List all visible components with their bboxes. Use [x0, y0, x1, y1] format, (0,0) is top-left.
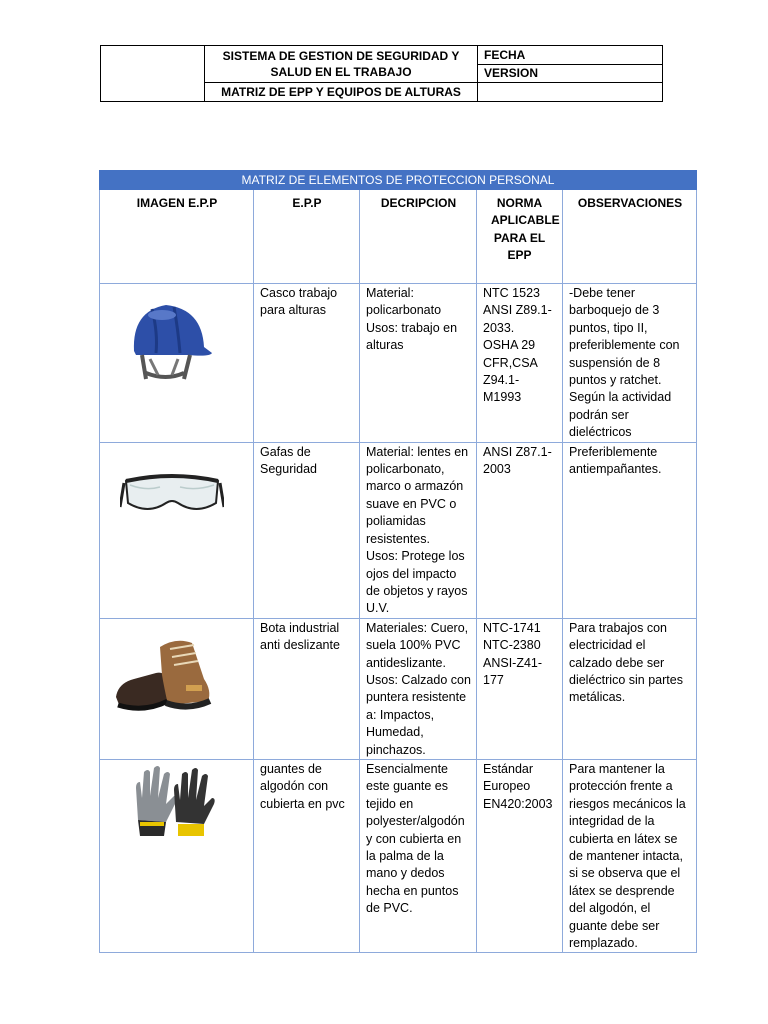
- logo-cell: [101, 46, 205, 102]
- observaciones: -Debe tener barboquejo de 3 puntos, tipo II, preferiblemente con suspensión de 8 puntos y ratchet. Según la actividad podrán ser dieléctricos: [563, 284, 697, 443]
- boots-image: [108, 627, 220, 723]
- observaciones: Para mantener la protección frente a riesgos mecánicos la integridad de la cubierta en látex se de mantener intacta, si se observa que el látex se desprende del algodón, el guante debe ser remplazado.: [563, 759, 697, 952]
- column-header-epp: E.P.P: [254, 190, 360, 284]
- document-subtitle: MATRIZ DE EPP Y EQUIPOS DE ALTURAS: [205, 83, 478, 102]
- table-row: [100, 442, 697, 618]
- observaciones: Para trabajos con electricidad el calzado debe ser dieléctrico sin partes metálicas.: [563, 618, 697, 759]
- norma: Estándar Europeo EN420:2003: [477, 759, 563, 952]
- empty-cell: [478, 83, 663, 102]
- fecha-version-cell: [478, 46, 663, 83]
- table-row: [100, 284, 697, 443]
- column-header-imagen: IMAGEN E.P.P: [100, 190, 254, 284]
- norma: NTC-1741 NTC-2380 ANSI-Z41-177: [477, 618, 563, 759]
- epp-name: guantes de algodón con cubierta en pvc: [254, 759, 360, 952]
- gloves-image-cell: [100, 759, 254, 952]
- system-title-line1: SISTEMA DE GESTION DE SEGURIDAD Y: [222, 49, 460, 63]
- norma: NTC 1523 ANSI Z89.1-2033. OSHA 29 CFR,CSA Z94.1-M1993: [477, 284, 563, 443]
- helmet-image-cell: [100, 284, 254, 443]
- version-label: VERSION: [484, 66, 539, 80]
- descripcion: Materiales: Cuero, suela 100% PVC antideslizante. Usos: Calzado con puntera resistente a: Impactos, Humedad, pinchazos.: [360, 618, 477, 759]
- helmet-image: [118, 289, 214, 385]
- table-row: [100, 759, 697, 952]
- descripcion: Esencialmente este guante es tejido en polyester/algodón y con cubierta en la palma de la mano y dedos hecha en puntos de PVC.: [360, 759, 477, 952]
- observaciones: Preferiblemente antiempañantes.: [563, 442, 697, 618]
- fecha-label: FECHA: [478, 46, 662, 65]
- column-header-descripcion: DECRIPCION: [360, 190, 477, 284]
- table-row: [100, 618, 697, 759]
- document-header: [100, 45, 663, 102]
- system-title: [205, 46, 478, 83]
- matrix-title: MATRIZ DE ELEMENTOS DE PROTECCION PERSONAL: [100, 171, 697, 190]
- column-header-norma: NORMA APLICABLE PARA EL EPP: [477, 190, 563, 284]
- column-header-observaciones: OBSERVACIONES: [563, 190, 697, 284]
- epp-name: Bota industrial anti deslizante: [254, 618, 360, 759]
- epp-matrix: [99, 170, 697, 953]
- epp-name: Casco trabajo para alturas: [254, 284, 360, 443]
- glasses-image-cell: [100, 442, 254, 618]
- boots-image-cell: [100, 618, 254, 759]
- safety-glasses-image: [120, 465, 224, 525]
- epp-name: Gafas de Seguridad: [254, 442, 360, 618]
- descripcion: Material: lentes en policarbonato, marco o armazón suave en PVC o poliamidas resistentes. Usos: Protege los ojos del impacto de objetos y rayos U.V.: [360, 442, 477, 618]
- norma: ANSI Z87.1-2003: [477, 442, 563, 618]
- descripcion: Material: policarbonato Usos: trabajo en alturas: [360, 284, 477, 443]
- system-title-line2: SALUD EN EL TRABAJO: [270, 65, 412, 79]
- gloves-image: [128, 760, 220, 840]
